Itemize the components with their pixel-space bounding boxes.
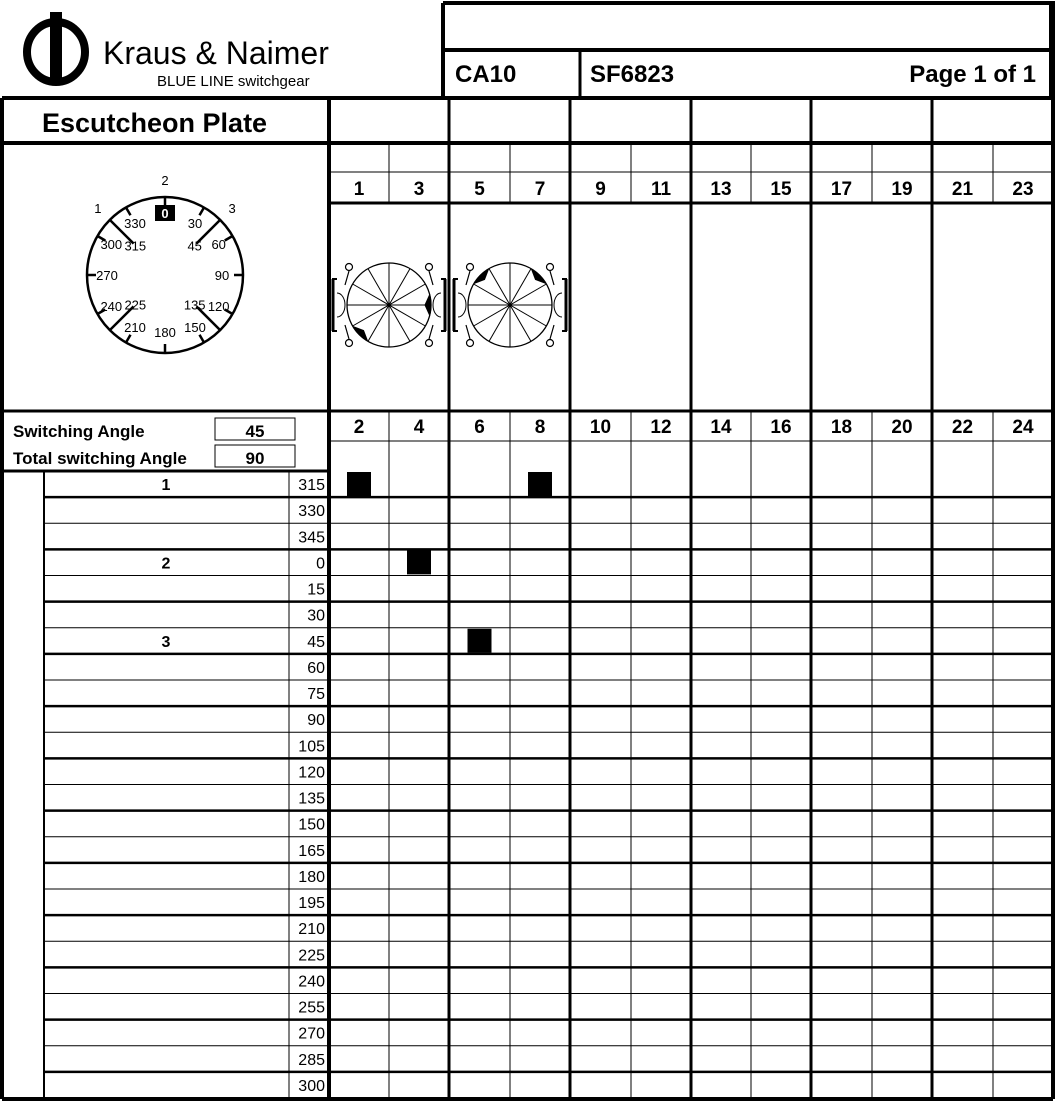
escutcheon-dial [87, 173, 243, 353]
cam-contact-symbol [333, 263, 445, 347]
terminal-bottom-4: 4 [413, 417, 425, 438]
dial-tick [126, 207, 131, 215]
contact-closed-mark [407, 550, 431, 574]
dial-angle-label: 45 [187, 238, 202, 254]
contact-arc [337, 293, 345, 317]
dial-angle-label: 225 [124, 297, 147, 313]
dial-position-label: 3 [228, 200, 236, 216]
position-label: 1 [161, 477, 171, 495]
terminal-top-7: 7 [534, 179, 546, 200]
terminal-bottom-22: 22 [951, 417, 974, 438]
drawing-number: SF6823 [590, 61, 675, 88]
terminal-top-11: 11 [650, 179, 672, 200]
angle-cell: 210 [298, 921, 325, 939]
dial-angle-label: 150 [184, 319, 206, 335]
angle-cell: 240 [298, 973, 325, 991]
cam-contact-symbol [454, 263, 566, 347]
terminal-dot [346, 340, 353, 347]
dial-angle-label: 30 [187, 216, 203, 232]
dial-angle-label: 0 [161, 206, 169, 221]
dial-angle-label: 135 [183, 297, 206, 313]
contact-arc [433, 293, 441, 317]
position-label: 2 [161, 555, 171, 573]
terminal-top-5: 5 [474, 179, 485, 200]
terminal-bottom-20: 20 [891, 417, 913, 438]
dial-angle-label: 270 [96, 268, 118, 283]
dial-angle-label: 300 [100, 237, 123, 252]
dial-angle-label: 120 [207, 299, 230, 314]
angle-cell: 75 [307, 686, 325, 704]
position-label: 3 [161, 633, 171, 651]
angle-cell: 255 [298, 999, 325, 1017]
terminal-lead [550, 325, 554, 339]
terminal-lead [550, 271, 554, 285]
terminal-top-1: 1 [353, 179, 365, 200]
angle-cell: 315 [298, 477, 325, 495]
dial-angle-label: 315 [124, 238, 147, 254]
contact-closed-mark [528, 472, 552, 496]
dial-position-label: 1 [94, 200, 102, 216]
terminal-lead [466, 271, 470, 285]
angle-cell: 30 [307, 607, 325, 625]
total-angle-value: 90 [245, 449, 265, 468]
terminal-bottom-2: 2 [353, 417, 365, 438]
dial-angle-label: 60 [211, 237, 226, 252]
terminal-bottom-8: 8 [534, 417, 546, 438]
contact-arc [458, 293, 466, 317]
dial-angle-label: 240 [100, 299, 123, 314]
terminal-lead [345, 325, 349, 339]
terminal-bottom-6: 6 [474, 417, 485, 438]
angle-cell: 165 [298, 842, 325, 860]
terminal-top-9: 9 [595, 179, 606, 200]
logo [27, 12, 329, 90]
cam-lobe [474, 269, 489, 284]
terminal-dot [467, 340, 474, 347]
terminal-dot [547, 340, 554, 347]
angle-cell: 135 [298, 790, 325, 808]
series-code: CA10 [455, 61, 517, 88]
terminal-bottom-24: 24 [1012, 417, 1034, 438]
switching-grid [2, 3, 1053, 1099]
terminal-lead [429, 325, 433, 339]
terminal-lead [429, 271, 433, 285]
dial-tick [126, 335, 131, 343]
logo-brand: Kraus & Naimer [103, 35, 329, 71]
page-title: Escutcheon Plate [42, 108, 268, 138]
cam-lobe [353, 326, 368, 341]
terminal-lead [466, 325, 470, 339]
dial-angle-label: 90 [214, 268, 230, 283]
angle-cell: 330 [298, 503, 325, 521]
logo-tagline: BLUE LINE switchgear [157, 73, 310, 90]
terminal-bottom-10: 10 [589, 417, 612, 438]
angle-cell: 300 [298, 1077, 325, 1095]
angle-cell: 15 [307, 581, 325, 599]
cam-lobe [425, 295, 431, 316]
angle-cell: 45 [307, 633, 325, 651]
angle-cell: 345 [298, 529, 325, 547]
contact-closed-mark [468, 629, 492, 653]
dial-position-label: 2 [161, 173, 169, 188]
switching-angle-label: Switching Angle [13, 422, 145, 441]
terminal-dot [426, 340, 433, 347]
terminal-bottom-16: 16 [770, 417, 792, 438]
angle-cell: 225 [298, 947, 325, 965]
total-angle-label: Total switching Angle [13, 449, 187, 468]
terminal-dot [467, 264, 474, 271]
angle-cell: 285 [298, 1051, 325, 1069]
dial-angle-label: 330 [124, 216, 146, 232]
angle-cell: 60 [307, 659, 325, 677]
terminal-top-23: 23 [1012, 179, 1034, 200]
terminal-bottom-14: 14 [710, 417, 732, 438]
dial-angle-label: 210 [124, 319, 146, 335]
terminal-dot [346, 264, 353, 271]
terminal-top-13: 13 [710, 179, 732, 200]
terminal-bottom-18: 18 [830, 417, 853, 438]
terminal-dot [547, 264, 554, 271]
angle-cell: 0 [316, 555, 325, 573]
angle-cell: 120 [298, 764, 325, 782]
dial-tick [200, 207, 205, 215]
dial-tick [200, 335, 205, 343]
angle-cell: 105 [298, 738, 325, 756]
terminal-top-17: 17 [830, 179, 853, 200]
terminal-top-21: 21 [951, 179, 974, 200]
terminal-top-3: 3 [413, 179, 425, 200]
angle-cell: 270 [298, 1025, 325, 1043]
left-panel [13, 108, 295, 468]
cam-lobe [531, 269, 546, 284]
page-indicator: Page 1 of 1 [909, 61, 1036, 88]
terminal-bottom-12: 12 [650, 417, 672, 438]
angle-cell: 150 [298, 816, 325, 834]
logo-phi-stem [50, 12, 62, 82]
terminal-dot [426, 264, 433, 271]
dial-angle-label: 180 [154, 325, 176, 340]
header-block [27, 3, 1055, 98]
terminal-top-15: 15 [770, 179, 792, 200]
contact-arc [554, 293, 562, 317]
terminal-lead [345, 271, 349, 285]
angle-cell: 180 [298, 868, 325, 886]
angle-cell: 90 [307, 712, 325, 730]
contact-closed-mark [347, 472, 371, 496]
terminal-top-19: 19 [891, 179, 913, 200]
switching-angle-value: 45 [245, 422, 265, 441]
angle-cell: 195 [298, 895, 325, 913]
